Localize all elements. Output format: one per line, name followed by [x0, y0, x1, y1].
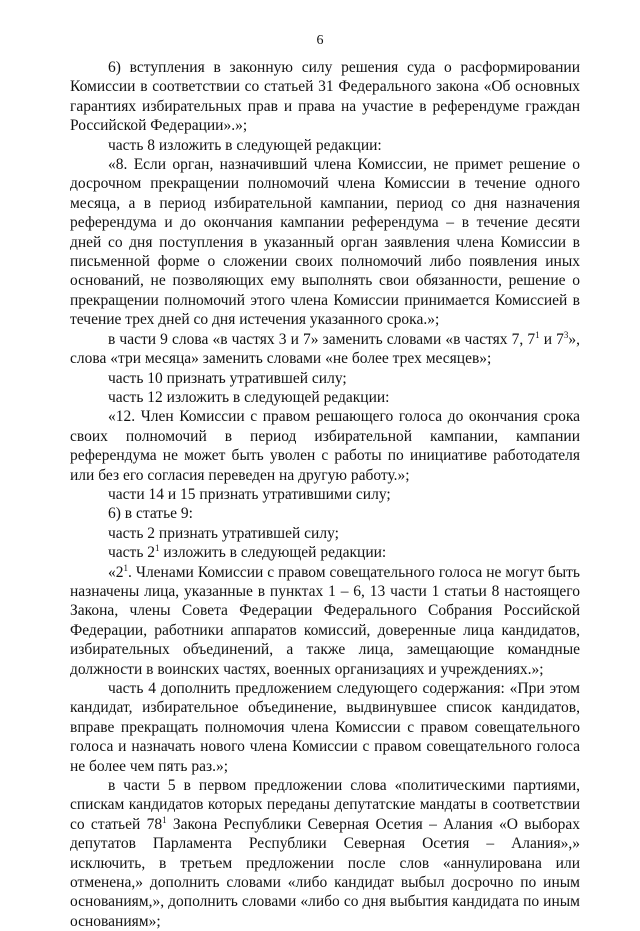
superscript: 1: [155, 543, 160, 554]
paragraph: [70, 407, 580, 485]
paragraph-text: в части 5 в первом предложении слова «политическими партиями, спискам кандидатов которых переданы депутатские мандаты в соответствии со статьей 78: [70, 777, 580, 833]
paragraph-text: «2: [108, 563, 124, 581]
paragraph-text: и 7: [539, 330, 564, 348]
paragraph-text: изложить в следующей редакции:: [159, 544, 387, 562]
paragraph: [70, 543, 580, 562]
paragraph: [70, 369, 580, 388]
paragraph-text: часть 4 дополнить предложением следующего содержания: «При этом кандидат, избирательное объединение, выдвинувшее список кандидатов, вправе прекращать полномочия члена Комиссии с правом совещательного голоса и назначать нового члена Комиссии с правом совещательного голоса не более чем пять раз.»;: [70, 680, 580, 775]
superscript: 1: [123, 562, 128, 573]
superscript: 1: [535, 329, 540, 340]
paragraph-text: в части 9 слова «в частях 3 и 7» заменить словами «в частях 7, 7: [108, 330, 536, 348]
paragraph: [70, 388, 580, 407]
paragraph-text: 6) вступления в законную силу решения суда о расформировании Комиссии в соответствии со статьей 31 Федерального закона «Об основных гарантиях избирательных прав и права на участие в референдуме граждан Российской Федерации».»;: [70, 59, 580, 135]
paragraph-text: . Членами Комиссии с правом совещательного голоса не могут быть назначены лица, указанные в пунктах 1 – 6, 13 части 1 статьи 8 настоящего Закона, члены Совета Федерации Федерального Собрания Российской Федерации, работники аппаратов комиссий, доверенные лица кандидатов, избирательных объединений, а также лица, замещающие командные должности в воинских частях, военных организациях и учреждениях.»;: [70, 563, 580, 678]
paragraph-text: часть 2 признать утратившей силу;: [108, 524, 339, 542]
paragraph: [70, 679, 580, 776]
paragraph-text: часть 10 признать утратившей силу;: [108, 369, 347, 387]
superscript: 1: [162, 814, 167, 825]
paragraph-text: Закона Республики Северная Осетия – Алания «О выборах депутатов Парламента Республики Северная Осетия – Алания»,» исключить, в третьем предложении после слов «аннулирована или отменена,» дополнить словами «либо кандидат выбыл досрочно по иным основаниям,», дополнить словами «либо со дня выбытия кандидата по иным основаниям»;: [70, 815, 581, 930]
paragraph-text: часть 12 изложить в следующей редакции:: [108, 388, 390, 406]
paragraph-text: части 14 и 15 признать утратившими силу;: [108, 485, 391, 503]
paragraph-text: 6) в статье 9:: [108, 505, 193, 523]
page-number: 6: [316, 33, 324, 48]
paragraph-text: «8. Если орган, назначивший члена Комиссии, не примет решение о досрочном прекращении полномочий члена Комиссии в течение одного месяца, а в период избирательной кампании, период со дня назначения референдума и до окончания кампании референдума – в течение десяти дней со дня поступления в указанный орган заявления члена Комиссии в письменной форме о сложении своих полномочий либо появления иных оснований, не позволяющих ему выполнять свои обязанности, решение о прекращении полномочий этого члена Комиссии принимается Комиссией в течение трех дней со дня истечения указанного срока.»;: [70, 156, 580, 329]
paragraph: [70, 330, 580, 369]
superscript: 3: [563, 329, 569, 340]
paragraph: [70, 504, 580, 523]
paragraph: [70, 58, 580, 136]
paragraph: [70, 524, 580, 543]
document-body: [70, 58, 580, 931]
paragraph: [70, 776, 580, 931]
paragraph-text: часть 8 изложить в следующей редакции:: [108, 136, 382, 154]
paragraph: [70, 485, 580, 504]
paragraph: [70, 563, 580, 679]
paragraph-text: «12. Член Комиссии с правом решающего голоса до окончания срока своих полномочий в период избирательной кампании, кампании референдума не может быть уволен с работы по инициативе работодателя или без его согласия переведен на другую работу.»;: [70, 408, 580, 484]
paragraph-text: », слова «три месяца» заменить словами «не более трех месяцев»;: [70, 330, 580, 368]
paragraph: [70, 155, 580, 330]
paragraph: [70, 136, 580, 155]
paragraph-text: часть 2: [108, 544, 156, 562]
